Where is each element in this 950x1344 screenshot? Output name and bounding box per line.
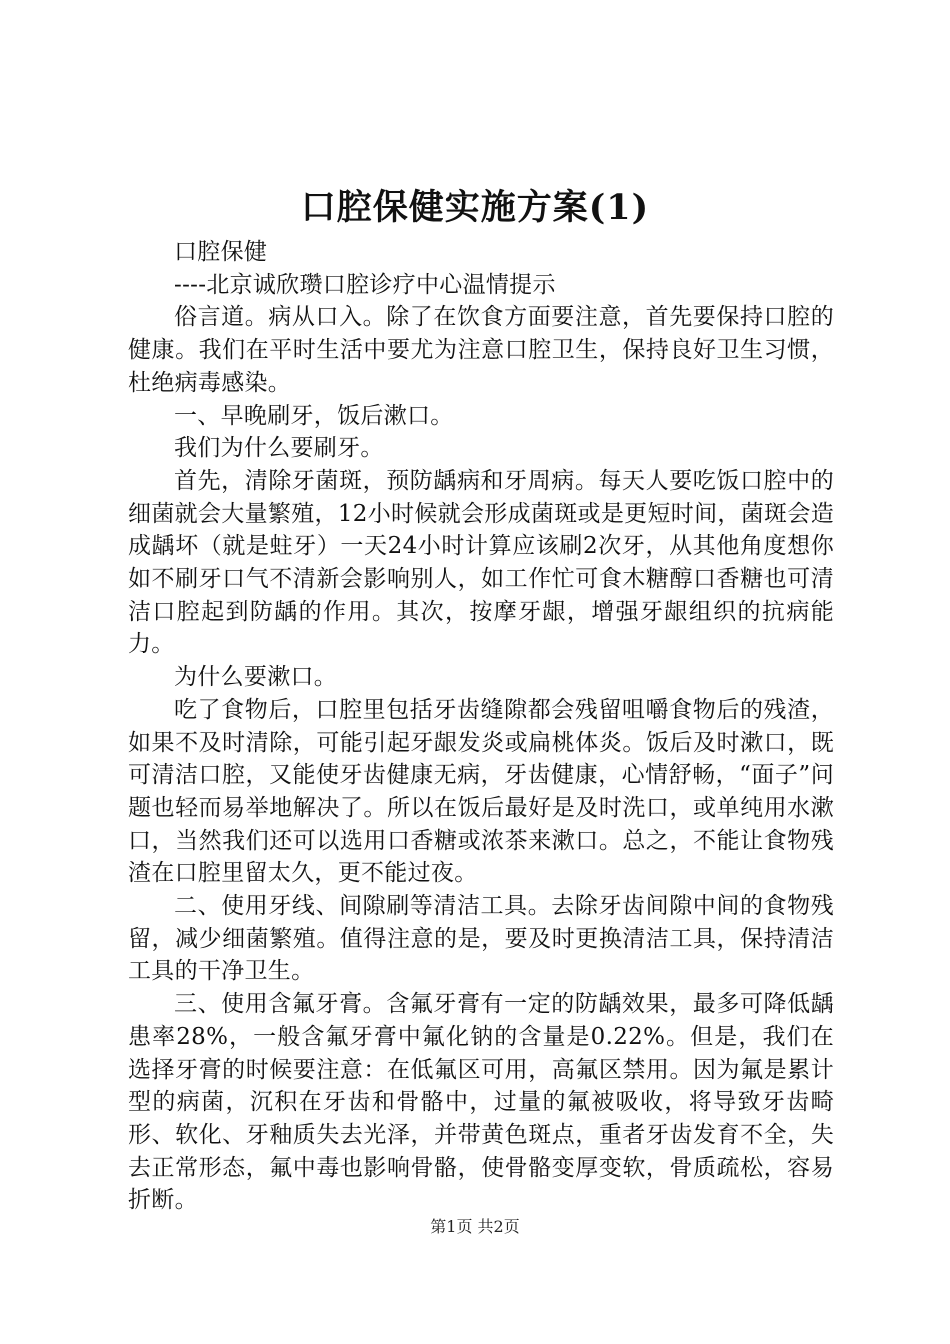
subheading-why-rinse: 为什么要漱口。 [174,664,338,691]
subheading-why-brush: 我们为什么要刷牙。 [174,435,384,462]
paragraph-brushing: 首先，清除牙菌斑，预防龋病和牙周病。每天人要吃饭口腔中的细菌就会大量繁殖，12小时候就会形成菌斑或是更短时间，菌斑会造成龋坏（就是蛀牙）一天24小时计算应该刷2次牙，从其他角度想你如不刷牙口气不清新会影响别人，如工作忙可食木糖醇口香糖也可清洁口腔起到防龋的作用。其次，按摩牙龈，增强牙龈组织的抗病能力。 [128,467,834,658]
document-body [128,236,834,1217]
paragraph-section-2: 二、使用牙线、间隙刷等清洁工具。去除牙齿间隙中间的食物残留，减少细菌繁殖。值得注意的是，要及时更换清洁工具，保持清洁工具的干净卫生。 [128,893,834,985]
paragraph-heading: 口腔保健 [174,239,268,265]
paragraph-byline: ----北京诚欣瓒口腔诊疗中心温情提示 [174,271,556,298]
paragraph-rinsing: 吃了食物后，口腔里包括牙齿缝隙都会残留咀嚼食物后的残渣，如果不及时清除，可能引起牙龈发炎或扁桃体炎。饭后及时漱口，既可清洁口腔，又能使牙齿健康无病，牙齿健康，心情舒畅，“面子”问题也轻而易举地解决了。所以在饭后最好是及时洗口，或单纯用水漱口，当然我们还可以选用口香糖或浓茶来漱口。总之，不能让食物残渣在口腔里留太久，更不能过夜。 [128,696,834,887]
paragraph-section-3: 三、使用含氟牙膏。含氟牙膏有一定的防龋效果，最多可降低龋患率28%，一般含氟牙膏中氟化钠的含量是0.22%。但是，我们在选择牙膏的时候要注意：在低氟区可用，高氟区禁用。因为氟是累计型的病菌，沉积在牙齿和骨骼中，过量的氟被吸收，将导致牙齿畸形、软化、牙釉质失去光泽，并带黄色斑点，重者牙齿发育不全，失去正常形态，氟中毒也影响骨骼，使骨骼变厚变软，骨质疏松，容易折断。 [128,991,834,1214]
document-title: 口腔保健实施方案(1) [300,187,650,228]
section-heading-1: 一、早晚刷牙，饭后漱口。 [174,402,454,429]
page-indicator: 第1页 共2页 [430,1217,520,1236]
paragraph-intro: 俗言道。病从口入。除了在饮食方面要注意，首先要保持口腔的健康。我们在平时生活中要尤为注意口腔卫生，保持良好卫生习惯，杜绝病毒感染。 [128,304,834,396]
